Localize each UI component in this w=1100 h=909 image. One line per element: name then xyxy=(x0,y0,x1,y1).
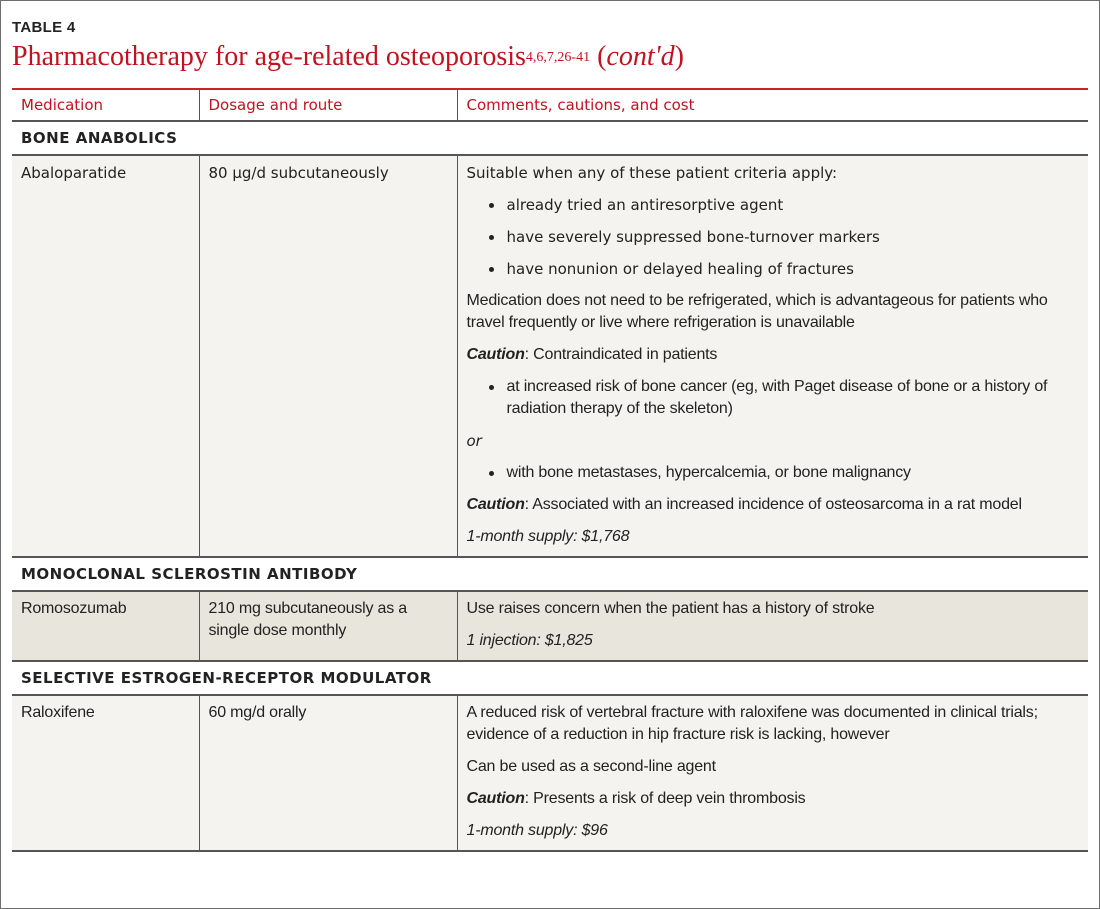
caution-label: Caution xyxy=(466,346,525,363)
dosage-cell: 60 mg/d orally xyxy=(199,695,457,851)
title-paren-close: ) xyxy=(674,41,684,72)
pharmacotherapy-table xyxy=(12,90,1088,852)
medication-cell: Raloxifene xyxy=(12,695,199,851)
criteria-intro: Suitable when any of these patient criteria apply: xyxy=(466,164,838,182)
title-main: Pharmacotherapy for age-related osteoporosis xyxy=(12,41,526,72)
column-header-medication: Medication xyxy=(12,90,199,121)
stroke-note: Use raises concern when the patient has a history of stroke xyxy=(466,600,875,617)
second-line-note: Can be used as a second-line agent xyxy=(466,758,716,775)
criteria-item: already tried an antiresorptive agent xyxy=(467,194,1080,216)
caution-text: : Contraindicated in patients xyxy=(524,346,718,363)
medication-cell: Abaloparatide xyxy=(12,155,199,557)
title-continued: cont'd xyxy=(606,41,675,72)
section-row-monoclonal-sclerostin-antibody xyxy=(12,557,1088,591)
dosage-cell: 210 mg subcutaneously as a single dose monthly xyxy=(199,591,457,661)
caution-text: : Presents a risk of deep vein thrombosis xyxy=(524,790,806,807)
refrigeration-note: Medication does not need to be refrigerated, which is advantageous for patients who travel frequently or live where refrigeration is unavailable xyxy=(466,292,1048,331)
section-heading: MONOCLONAL SCLEROSTIN ANTIBODY xyxy=(12,557,1088,591)
title-references: 4,6,7,26-41 xyxy=(525,50,591,65)
table-row-romosozumab xyxy=(12,591,1088,661)
caution-osteosarcoma xyxy=(467,494,1080,516)
comments-cell xyxy=(457,155,1088,557)
table-title xyxy=(12,41,684,73)
table-row-abaloparatide xyxy=(12,155,1088,557)
column-header-dosage: Dosage and route xyxy=(199,90,457,121)
section-row-serm xyxy=(12,661,1088,695)
section-heading: BONE ANABOLICS xyxy=(12,121,1088,155)
comments-cell xyxy=(457,591,1088,661)
cost-note: 1 injection: $1,825 xyxy=(466,632,593,649)
caution-label: Caution xyxy=(466,790,525,807)
caution-contraindication xyxy=(467,344,1080,366)
section-row-bone-anabolics xyxy=(12,121,1088,155)
criteria-item: have nonunion or delayed healing of fractures xyxy=(467,258,1080,280)
column-header-comments: Comments, cautions, and cost xyxy=(457,90,1088,121)
evidence-note: A reduced risk of vertebral fracture with raloxifene was documented in clinical trials; evidence of a reduction in hip fracture risk is lacking, however xyxy=(466,704,1038,743)
cost-note: 1-month supply: $96 xyxy=(466,822,608,839)
cost-note: 1-month supply: $1,768 xyxy=(466,528,630,545)
caution-label: Caution xyxy=(466,496,525,513)
table-header-row xyxy=(12,90,1088,121)
medication-cell: Romosozumab xyxy=(12,591,199,661)
dosage-cell: 80 µg/d subcutaneously xyxy=(199,155,457,557)
caution-text: : Associated with an increased incidence of osteosarcoma in a rat model xyxy=(524,496,1022,513)
contraindication-item: with bone metastases, hypercalcemia, or bone malignancy xyxy=(467,462,1080,484)
or-connector: or xyxy=(466,432,482,450)
criteria-item: have severely suppressed bone-turnover markers xyxy=(467,226,1080,248)
comments-cell xyxy=(457,695,1088,851)
table-number: TABLE 4 xyxy=(12,19,76,36)
title-paren-open: ( xyxy=(590,41,607,72)
section-heading: SELECTIVE ESTROGEN-RECEPTOR MODULATOR xyxy=(12,661,1088,695)
table-row-raloxifene xyxy=(12,695,1088,851)
caution-dvt xyxy=(467,788,1080,810)
contraindication-item: at increased risk of bone cancer (eg, with Paget disease of bone or a history of radiation therapy of the skeleton) xyxy=(467,376,1080,420)
